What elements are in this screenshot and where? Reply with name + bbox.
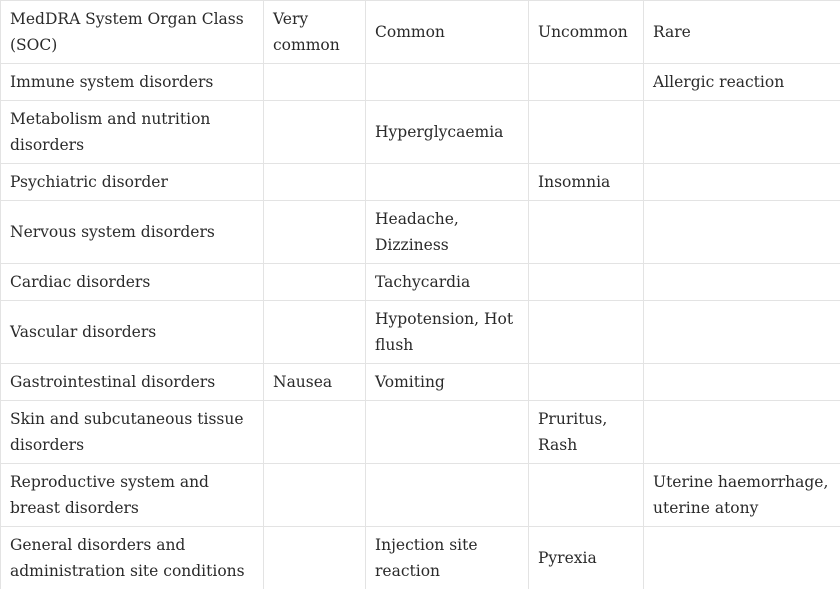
cell-common: Vomiting <box>366 364 529 401</box>
table-row <box>1 464 840 527</box>
cell-very-common: Nausea <box>264 364 366 401</box>
cell-soc: Metabolism and nutrition disorders <box>1 101 264 164</box>
cell-common: Headache, Dizziness <box>366 201 529 264</box>
cell-very-common <box>264 401 366 464</box>
cell-rare <box>644 101 840 164</box>
cell-uncommon <box>529 64 644 101</box>
table-body <box>1 64 840 589</box>
cell-soc: Vascular disorders <box>1 301 264 364</box>
table-row <box>1 401 840 464</box>
cell-rare <box>644 301 840 364</box>
cell-very-common <box>264 64 366 101</box>
cell-uncommon <box>529 464 644 527</box>
cell-uncommon <box>529 301 644 364</box>
cell-soc: Gastrointestinal disorders <box>1 364 264 401</box>
cell-soc: Cardiac disorders <box>1 264 264 301</box>
cell-very-common <box>264 527 366 589</box>
header-common: Common <box>366 1 529 64</box>
cell-common: Tachycardia <box>366 264 529 301</box>
cell-common: Hyperglycaemia <box>366 101 529 164</box>
cell-very-common <box>264 264 366 301</box>
table-header <box>1 1 840 64</box>
cell-uncommon <box>529 264 644 301</box>
header-uncommon: Uncommon <box>529 1 644 64</box>
cell-uncommon <box>529 201 644 264</box>
cell-rare <box>644 201 840 264</box>
cell-rare <box>644 527 840 589</box>
cell-very-common <box>264 301 366 364</box>
header-very-common: Very common <box>264 1 366 64</box>
cell-soc: General disorders and administration site conditions <box>1 527 264 589</box>
table-row <box>1 201 840 264</box>
table-row <box>1 527 840 589</box>
cell-uncommon: Pruritus, Rash <box>529 401 644 464</box>
cell-very-common <box>264 464 366 527</box>
cell-rare <box>644 264 840 301</box>
cell-common <box>366 164 529 201</box>
cell-rare <box>644 401 840 464</box>
table-row <box>1 301 840 364</box>
cell-uncommon: Pyrexia <box>529 527 644 589</box>
table-row <box>1 64 840 101</box>
cell-rare: Allergic reaction <box>644 64 840 101</box>
header-rare: Rare <box>644 1 840 64</box>
cell-common <box>366 464 529 527</box>
cell-soc: Psychiatric disorder <box>1 164 264 201</box>
cell-common <box>366 64 529 101</box>
cell-common <box>366 401 529 464</box>
cell-very-common <box>264 164 366 201</box>
cell-soc: Reproductive system and breast disorders <box>1 464 264 527</box>
header-row <box>1 1 840 64</box>
cell-uncommon: Insomnia <box>529 164 644 201</box>
table-row <box>1 364 840 401</box>
cell-uncommon <box>529 364 644 401</box>
cell-rare <box>644 164 840 201</box>
cell-very-common <box>264 201 366 264</box>
cell-rare: Uterine haemorrhage, uterine atony <box>644 464 840 527</box>
cell-common: Injection site reaction <box>366 527 529 589</box>
cell-soc: Skin and subcutaneous tissue disorders <box>1 401 264 464</box>
cell-soc: Immune system disorders <box>1 64 264 101</box>
cell-uncommon <box>529 101 644 164</box>
cell-common: Hypotension, Hot flush <box>366 301 529 364</box>
cell-soc: Nervous system disorders <box>1 201 264 264</box>
cell-rare <box>644 364 840 401</box>
table-row <box>1 164 840 201</box>
table-row <box>1 264 840 301</box>
header-soc: MedDRA System Organ Class (SOC) <box>1 1 264 64</box>
cell-very-common <box>264 101 366 164</box>
table-row <box>1 101 840 164</box>
